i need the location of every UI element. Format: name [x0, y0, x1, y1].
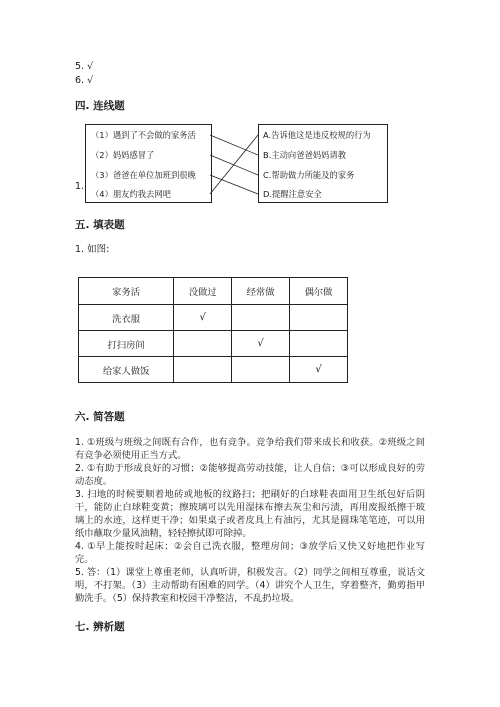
table-cell: [232, 305, 290, 331]
left-item-2: （2）妈妈感冒了: [91, 150, 155, 160]
answer-5: 5. √: [75, 61, 94, 72]
short-answer-4: 4. ①早上能按时起床；②会自己洗衣服，整理房间；③放学后又快又好地把作业写完。: [75, 541, 425, 565]
short-answer-1: 1. ①班级与班级之间既有合作，也有竞争。竞争给我们带来成长和收获。②班级之间有竞争必须使用正当方式。: [75, 437, 425, 461]
short-answer-2: 2. ①有助于形成良好的习惯；②能够提高劳动技能，让人自信；③可以形成良好的劳动态度。: [75, 463, 425, 487]
right-item-d: D.提醒注意安全: [263, 189, 322, 199]
table-cell: [290, 331, 348, 357]
table-cell: [174, 357, 232, 383]
right-item-a: A.告诉他这是违反校规的行为: [263, 130, 371, 140]
row-label: 洗衣服: [79, 305, 174, 331]
left-item-3: （3）爸爸在单位加班到很晚: [91, 170, 196, 180]
table-header-row: [79, 278, 348, 305]
section4-title: 四. 连线题: [75, 100, 125, 112]
match-line-3-d: [210, 175, 258, 194]
table-cell: √: [232, 331, 290, 357]
short-answer-3: 3. 扫地的时候要顺着地砖或地板的纹路扫；把刷好的白球鞋表面用卫生纸包好后阴干，能防止白球鞋变黄；擦玻璃可以先用湿抹布擦去灰尘和污渍，再用废报纸擦干玻璃上的水迹，这样更干净；如果桌子或者皮具上有油污，尤其是圆珠笔笔迹，可以用纸巾蘸取少量风油精，轻轻擦拭即可除掉。: [75, 489, 425, 539]
table-cell: [174, 331, 232, 357]
section6-title: 六. 简答题: [75, 411, 125, 423]
matching-number: 1.: [75, 181, 85, 192]
chores-table: [78, 277, 348, 383]
match-line-4-a: [210, 135, 258, 194]
row-label: 打扫房间: [79, 331, 174, 357]
answer-6: 6. √: [75, 75, 94, 86]
table-row: [79, 305, 348, 331]
table-intro: 1. 如图:: [75, 244, 110, 255]
section5-title: 五. 填表题: [75, 219, 125, 231]
section7-title: 七. 辨析题: [75, 621, 125, 633]
table-cell: [290, 305, 348, 331]
header-often: 经常做: [232, 278, 290, 305]
short-answers: [75, 436, 425, 605]
header-sometimes: 偶尔做: [290, 278, 348, 305]
table-row: [79, 331, 348, 357]
header-chore: 家务活: [79, 278, 174, 305]
right-item-b: B.主动向爸爸妈妈请教: [263, 150, 347, 160]
left-item-1: （1）遇到了不会做的家务活: [91, 130, 196, 140]
match-line-1-b: [210, 135, 258, 155]
short-answer-5: 5. 答：（1）课堂上尊重老师，认真听讲，积极发言。（2）同学之间相互尊重，说话文明，不打架。（3）主动帮助有困难的同学。（4）讲究个人卫生，穿着整齐，勤剪指甲勤洗手。（5）保持教室和校园干净整洁，不乱扔垃圾。: [75, 567, 425, 604]
table-row: [79, 357, 348, 383]
row-label: 给家人做饭: [79, 357, 174, 383]
table-cell: [232, 357, 290, 383]
header-never: 没做过: [174, 278, 232, 305]
table-cell: √: [290, 357, 348, 383]
left-item-4: （4）朋友约我去网吧: [91, 189, 171, 199]
table-cell: √: [174, 305, 232, 331]
right-item-c: C.帮助做力所能及的家务: [263, 170, 355, 180]
